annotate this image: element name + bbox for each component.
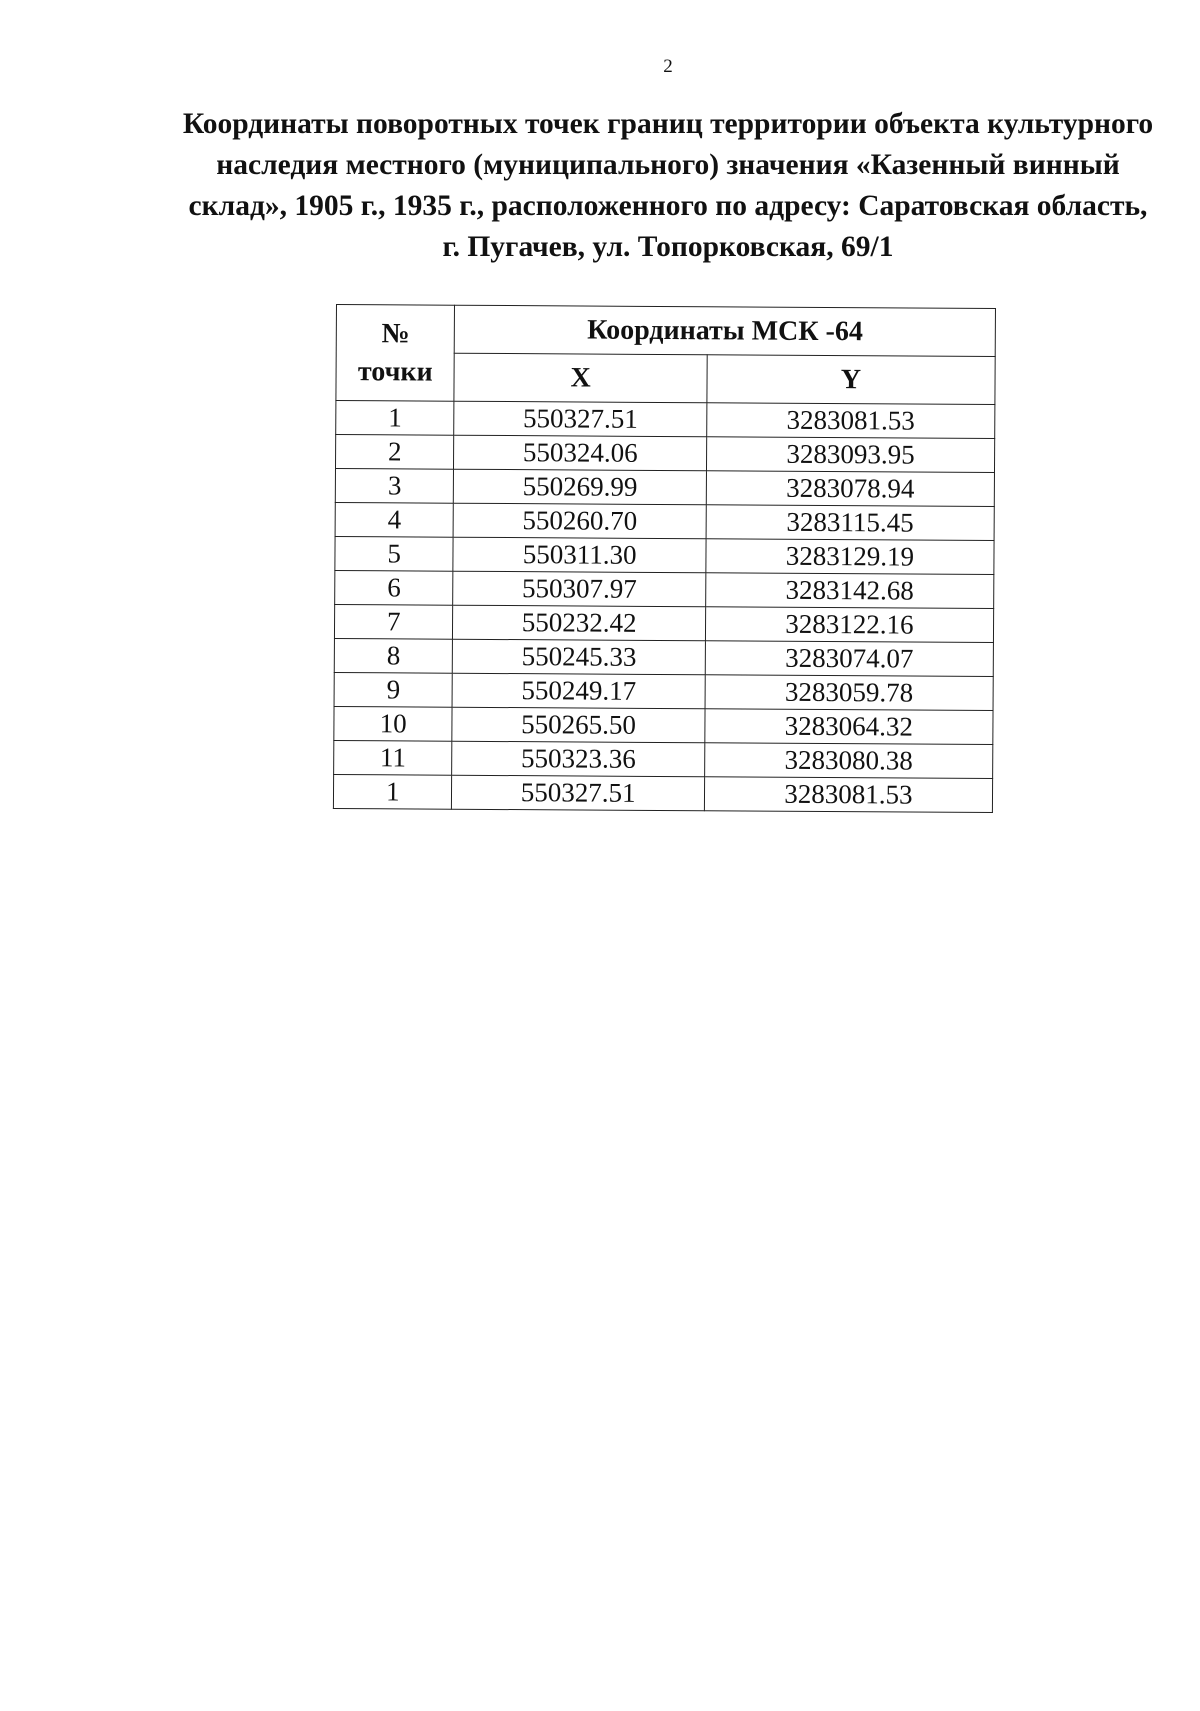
table-row [336, 401, 995, 439]
table-row [334, 672, 993, 710]
cell-x: 550265.50 [452, 707, 705, 743]
table-body [333, 401, 994, 813]
header-y: Y [707, 355, 995, 405]
title-line: Координаты поворотных точек границ территории объекта культурного [182, 108, 1154, 140]
cell-y: 3283129.19 [706, 539, 994, 575]
cell-y: 3283093.95 [706, 437, 994, 473]
cell-y: 3283074.07 [705, 641, 993, 677]
table-row [335, 570, 994, 608]
cell-x: 550232.42 [453, 605, 706, 641]
header-number-sign: № [381, 317, 410, 349]
cell-point-number: 8 [334, 638, 453, 673]
cell-y: 3283080.38 [704, 743, 992, 779]
table-row [335, 502, 994, 540]
cell-x: 550327.51 [454, 401, 707, 437]
cell-x: 550323.36 [452, 741, 705, 777]
cell-point-number: 6 [335, 570, 454, 605]
table-row [333, 774, 992, 812]
cell-x: 550245.33 [453, 639, 706, 675]
header-x: X [454, 353, 707, 403]
document-title [150, 104, 1186, 268]
cell-point-number: 2 [335, 435, 454, 470]
cell-y: 3283122.16 [705, 607, 993, 643]
cell-point-number: 1 [333, 774, 452, 809]
cell-point-number: 11 [334, 740, 453, 775]
cell-x: 550249.17 [453, 673, 706, 709]
cell-y: 3283115.45 [706, 505, 994, 541]
title-line: наследия местного (муниципального) значения «Казенный винный [216, 149, 1120, 181]
header-point-number [336, 305, 455, 402]
cell-y: 3283081.53 [704, 777, 992, 813]
cell-x: 550327.51 [452, 775, 705, 811]
table-row [334, 740, 993, 778]
cell-point-number: 7 [334, 604, 453, 639]
cell-y: 3283081.53 [707, 403, 995, 439]
cell-point-number: 1 [336, 401, 455, 436]
cell-y: 3283142.68 [706, 573, 994, 609]
cell-y: 3283078.94 [706, 471, 994, 507]
cell-point-number: 10 [334, 706, 453, 741]
header-point-label: точки [357, 355, 433, 388]
table-row [335, 435, 994, 473]
cell-x: 550307.97 [453, 571, 706, 607]
coordinates-table [333, 304, 996, 813]
cell-y: 3283059.78 [705, 675, 993, 711]
header-coordinates: Координаты МСК -64 [455, 305, 996, 356]
cell-x: 550311.30 [453, 537, 706, 573]
table-row [334, 604, 993, 642]
cell-point-number: 5 [335, 536, 454, 571]
table-row [335, 536, 994, 574]
table-row [334, 706, 993, 744]
cell-x: 550260.70 [454, 503, 707, 539]
table-row [334, 638, 993, 676]
cell-y: 3283064.32 [705, 709, 993, 745]
title-line: склад», 1905 г., 1935 г., расположенного по адресу: Саратовская область, [188, 190, 1148, 222]
cell-point-number: 4 [335, 502, 454, 537]
page-number: 2 [663, 56, 673, 77]
title-line: г. Пугачев, ул. Топорковская, 69/1 [442, 231, 894, 263]
cell-point-number: 9 [334, 672, 453, 707]
cell-point-number: 3 [335, 469, 454, 504]
cell-x: 550324.06 [454, 435, 707, 471]
table-row [335, 469, 994, 507]
cell-x: 550269.99 [454, 469, 707, 505]
